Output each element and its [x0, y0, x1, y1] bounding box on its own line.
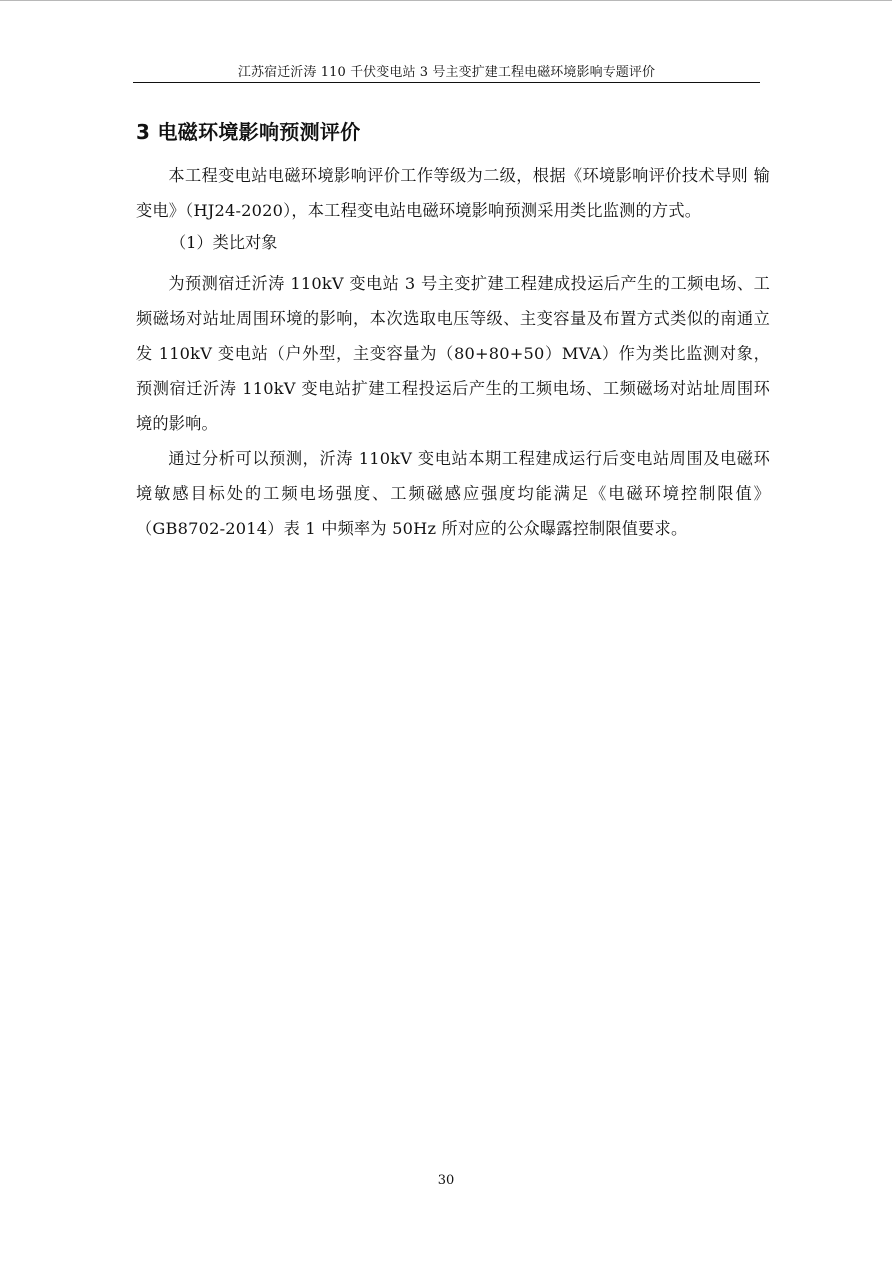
body-content: [136, 158, 770, 546]
header-rule: [133, 82, 760, 83]
paragraph-conclusion: 通过分析可以预测，沂涛 110kV 变电站本期工程建成运行后变电站周围及电磁环境敏感目标处的工频电场强度、工频磁感应强度均能满足《电磁环境控制限值》（GB8702-2014）表 1 中频率为 50Hz 所对应的公众曝露控制限值要求。: [136, 449, 770, 538]
section-title: 3 电磁环境影响预测评价: [136, 120, 361, 144]
page-number: 30: [437, 1173, 455, 1188]
paragraph-analog-selection: 为预测宿迁沂涛 110kV 变电站 3 号主变扩建工程建成投运后产生的工频电场、工频磁场对站址周围环境的影响，本次选取电压等级、主变容量及布置方式类似的南通立发 110kV 变电站（户外型，主变容量为（80+80+50）MVA）作为类比监测对象，预测宿迁沂涛 110kV 变电站扩建工程投运后产生的工频电场、工频磁场对站址周围环境的影响。: [136, 274, 770, 433]
page-top-border: [0, 0, 892, 1]
paragraph-intro: 本工程变电站电磁环境影响评价工作等级为二级，根据《环境影响评价技术导则 输变电》（HJ24-2020），本工程变电站电磁环境影响预测采用类比监测的方式。: [136, 166, 770, 220]
running-header: 江苏宿迁沂涛 110 千伏变电站 3 号主变扩建工程电磁环境影响专题评价: [237, 65, 656, 80]
subheading-analog-object: （1）类比对象: [170, 233, 278, 252]
